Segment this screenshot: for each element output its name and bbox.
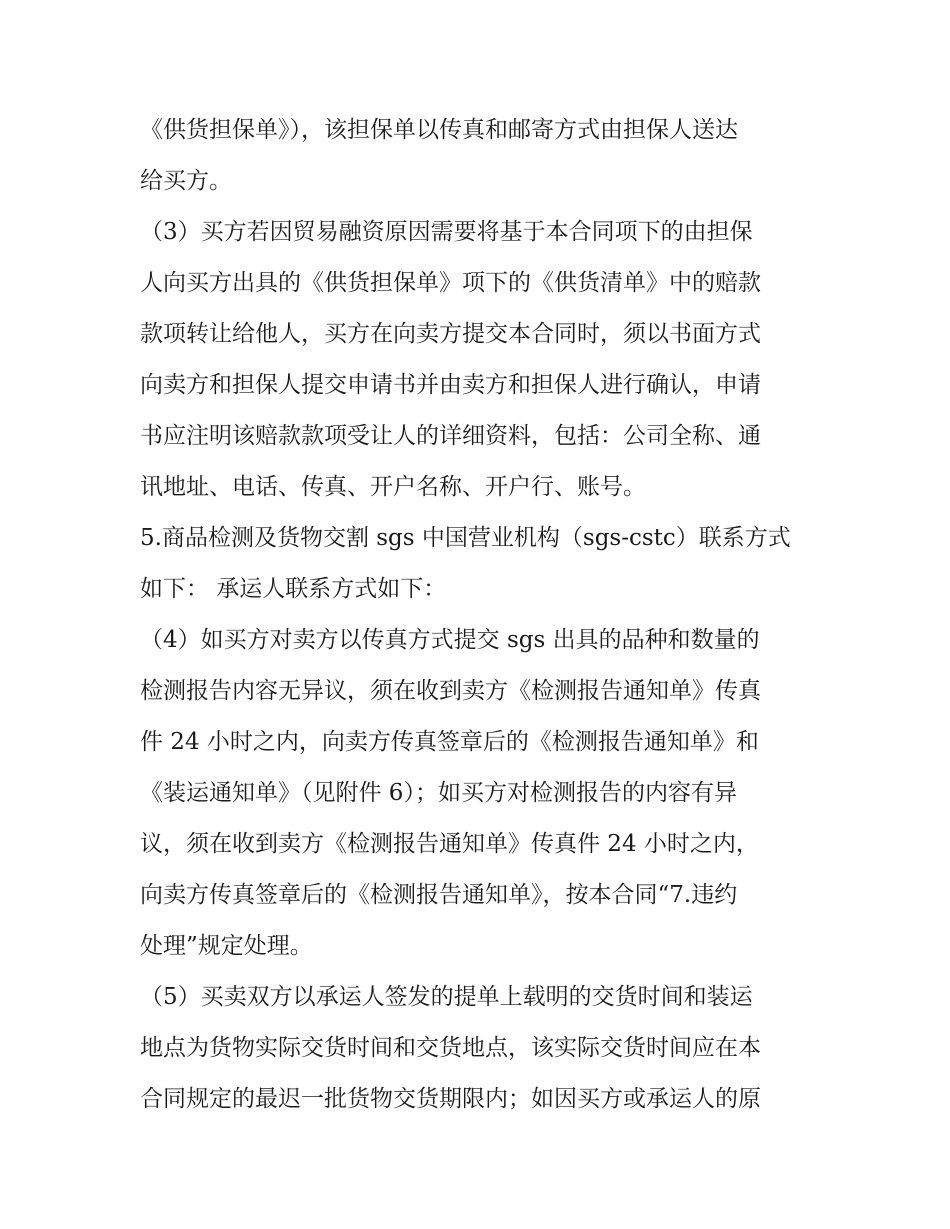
text-line: （4）如买方对卖方以传真方式提交 sgs 出具的品种和数量的 bbox=[140, 627, 760, 653]
text-line: 处理”规定处理。 bbox=[140, 933, 313, 959]
text-line: 如下： 承运人联系方式如下： bbox=[140, 576, 447, 602]
text-line: 件 24 小时之内，向卖方传真签章后的《检测报告通知单》和 bbox=[140, 729, 759, 755]
section-heading-line: 5.商品检测及货物交割 sgs 中国营业机构（sgs-cstc）联系方式 bbox=[140, 525, 791, 551]
text-line: 《装运通知单》（见附件 6）；如买方对检测报告的内容有异 bbox=[140, 780, 737, 806]
text-line: 向卖方传真签章后的《检测报告通知单》，按本合同“7.违约 bbox=[140, 882, 738, 908]
text-line: 地点为货物实际交货时间和交货地点，该实际交货时间应在本 bbox=[140, 1035, 761, 1061]
text-line: 人向买方出具的《供货担保单》项下的《供货清单》中的赔款 bbox=[140, 270, 761, 296]
text-line: 讯地址、电话、传真、开户名称、开户行、账号。 bbox=[140, 474, 646, 500]
text-line: 检测报告内容无异议，须在收到卖方《检测报告通知单》传真 bbox=[140, 678, 761, 704]
text-line: （3）买方若因贸易融资原因需要将基于本合同项下的由担保 bbox=[140, 219, 753, 245]
text-line: 书应注明该赔款款项受让人的详细资料，包括：公司全称、通 bbox=[140, 423, 761, 449]
text-line: 给买方。 bbox=[140, 168, 232, 194]
contract-text bbox=[140, 105, 830, 1125]
text-line: （5）买卖双方以承运人签发的提单上载明的交货时间和装运 bbox=[140, 984, 753, 1010]
text-line: 议，须在收到卖方《检测报告通知单》传真件 24 小时之内， bbox=[140, 831, 759, 857]
text-line: 合同规定的最迟一批货物交货期限内；如因买方或承运人的原 bbox=[140, 1086, 761, 1112]
text-line: 款项转让给他人，买方在向卖方提交本合同时，须以书面方式 bbox=[140, 321, 761, 347]
text-line: 《供货担保单》），该担保单以传真和邮寄方式由担保人送达 bbox=[140, 117, 738, 143]
text-line: 向卖方和担保人提交申请书并由卖方和担保人进行确认，申请 bbox=[140, 372, 761, 398]
